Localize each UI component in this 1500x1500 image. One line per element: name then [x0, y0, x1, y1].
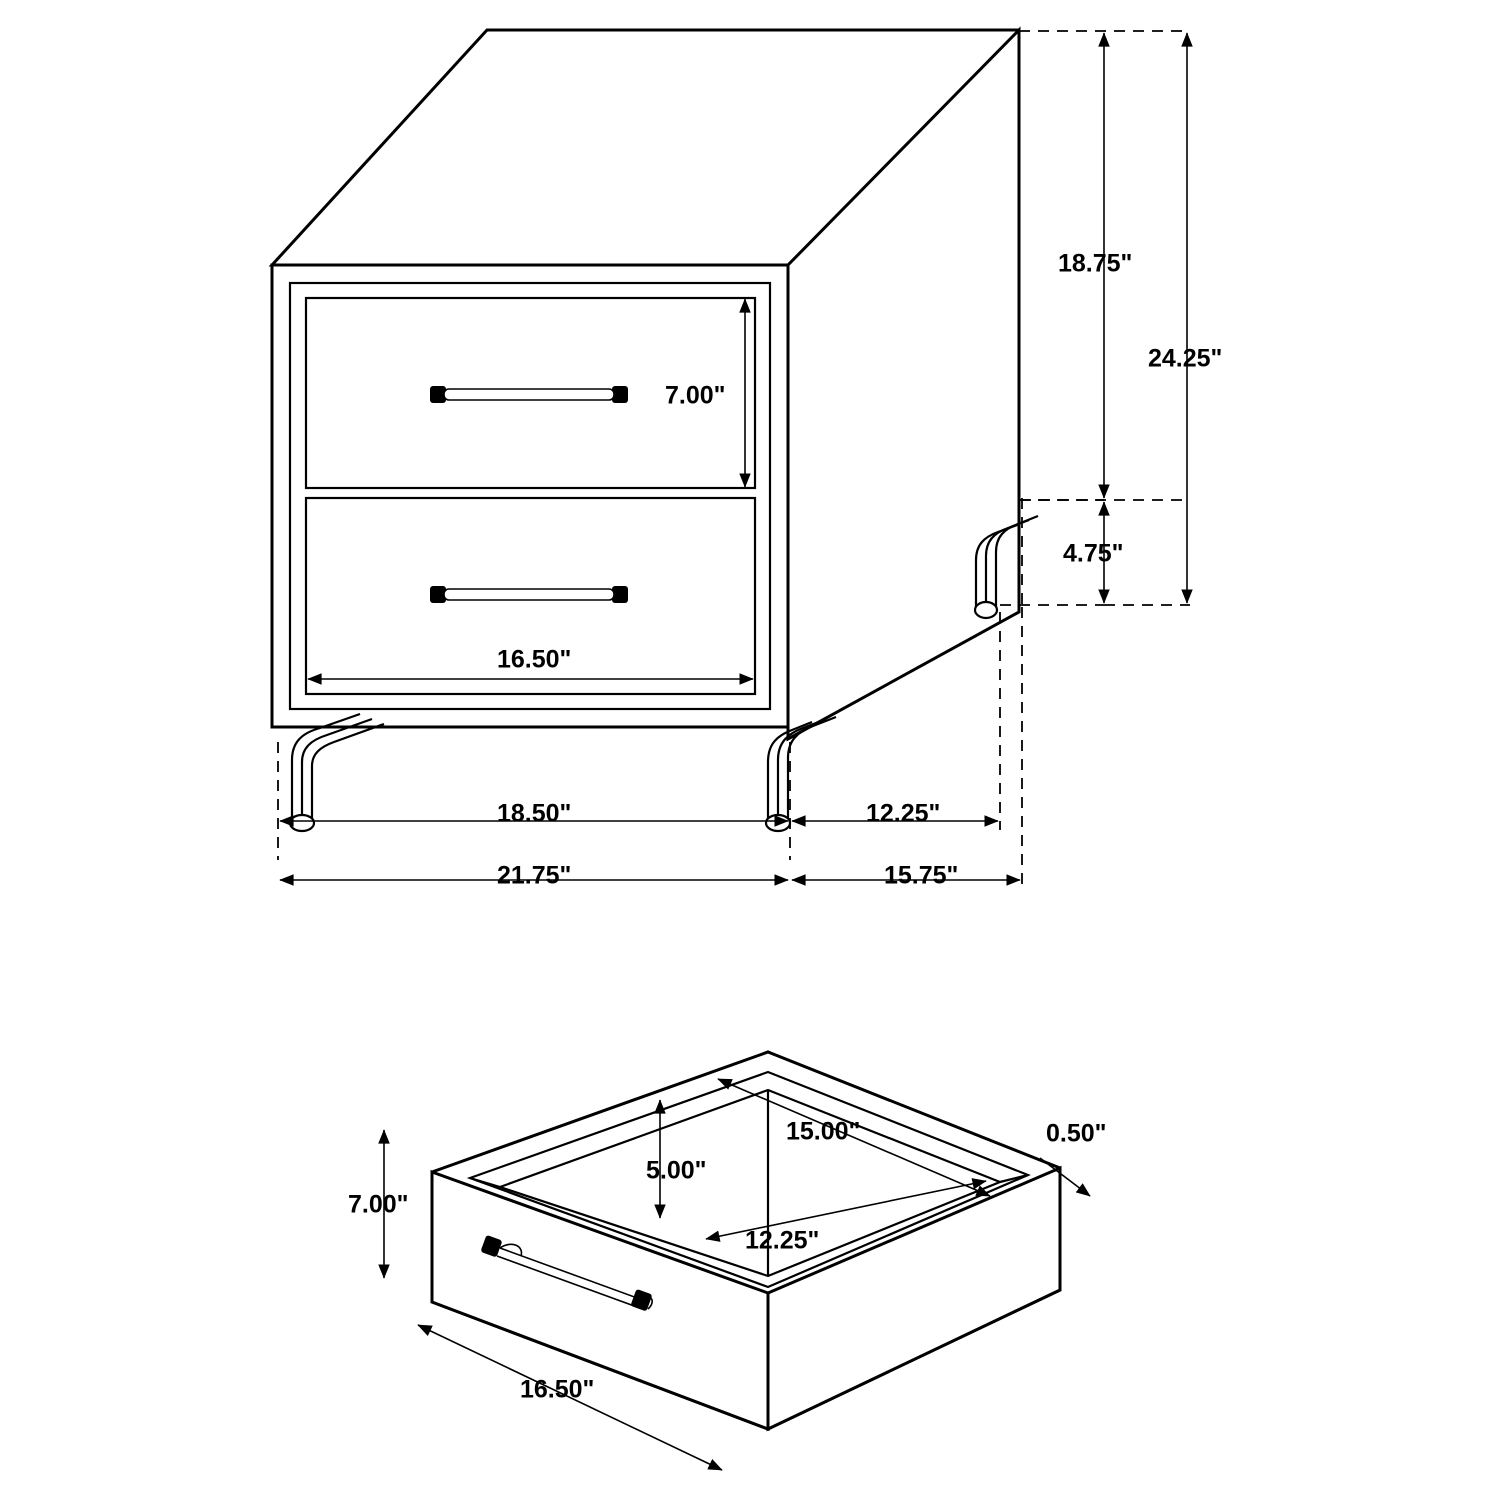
dim-label-15-75: 15.75" — [884, 861, 959, 890]
dim-label-12-25-drawer: 12.25" — [745, 1226, 820, 1255]
dim-upper-section-height — [1019, 31, 1190, 500]
drawer-pull-bottom — [430, 586, 628, 603]
dim-label-12-25-side: 12.25" — [866, 799, 941, 828]
drawer-figure — [348, 1052, 1107, 1470]
dim-label-7-00-drawer: 7.00" — [348, 1190, 409, 1219]
dim-label-4-75: 4.75" — [1063, 539, 1124, 568]
nightstand-figure — [272, 30, 1222, 890]
dim-label-5-00: 5.00" — [646, 1156, 707, 1185]
dim-label-21-75: 21.75" — [497, 861, 572, 890]
dim-overall-width — [280, 862, 788, 890]
dim-label-0-50: 0.50" — [1046, 1119, 1107, 1148]
dim-label-18-50: 18.50" — [497, 799, 572, 828]
drawer-pull-top — [430, 386, 628, 403]
dim-overall-height — [1104, 33, 1222, 605]
dim-label-24-25: 24.25" — [1148, 344, 1223, 373]
dim-label-15-00: 15.00" — [786, 1117, 861, 1146]
dim-label-18-75: 18.75" — [1058, 249, 1133, 278]
dim-case-width — [278, 742, 790, 860]
dim-drawer-front-height — [348, 1130, 409, 1278]
dim-label-7-00-upper: 7.00" — [665, 381, 726, 410]
dim-label-16-50-face: 16.50" — [497, 645, 572, 674]
dim-label-16-50-drawer: 16.50" — [520, 1375, 595, 1404]
leg-front-left — [290, 714, 384, 831]
leg-front-right — [766, 717, 836, 831]
